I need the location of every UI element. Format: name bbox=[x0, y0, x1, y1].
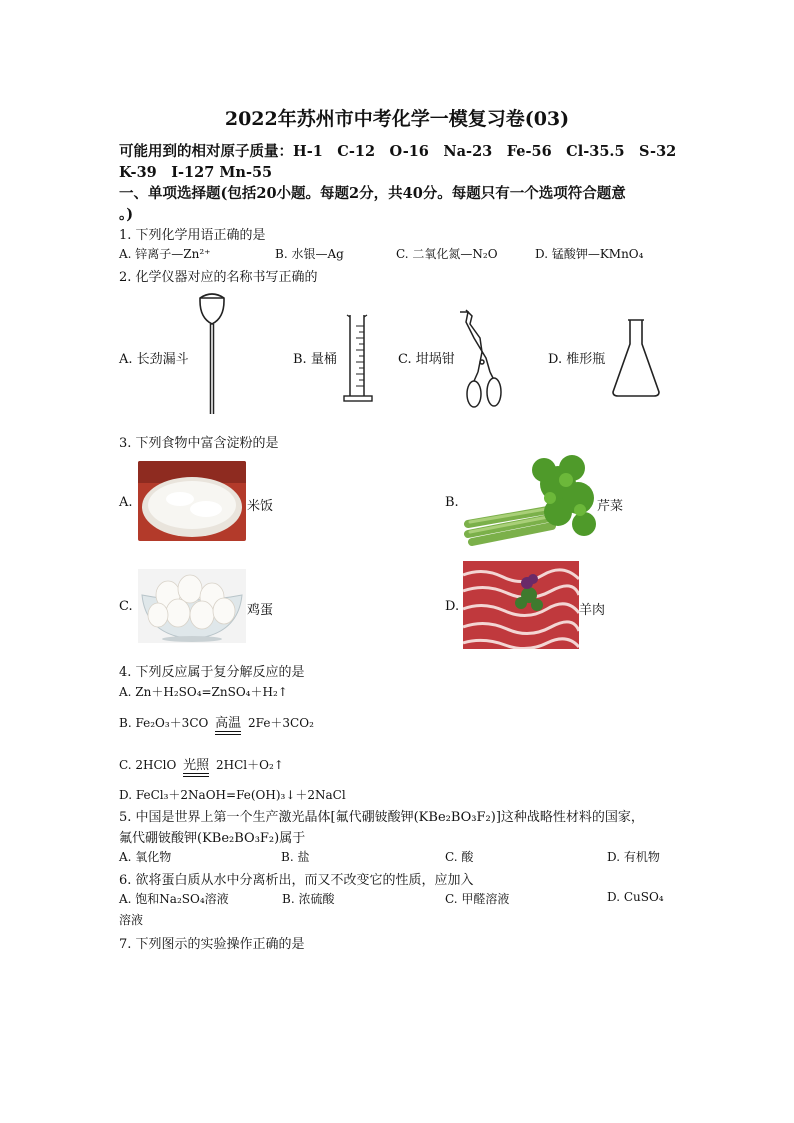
q4-option-c-left: C. 2HClO bbox=[119, 758, 177, 772]
q3-option-b-letter: B. bbox=[445, 495, 459, 510]
q6-option-d-continued: 溶液 bbox=[119, 913, 144, 927]
q3-option-c-text: 鸡蛋 bbox=[247, 603, 274, 618]
q3-option-c-letter: C. bbox=[119, 599, 133, 614]
q4-option-d: D. FeCl₃＋2NaOH=Fe(OH)₃↓＋2NaCl bbox=[119, 788, 346, 802]
q2-option-b: B. 量桶 bbox=[293, 352, 337, 367]
q2-option-a: A. 长劲漏斗 bbox=[119, 352, 189, 367]
mutton-image bbox=[463, 561, 579, 649]
q5-option-c: C. 酸 bbox=[445, 850, 474, 864]
rice-image bbox=[138, 461, 246, 541]
q3-stem: 3. 下列食物中富含淀粉的是 bbox=[119, 436, 279, 451]
q2-option-c: C. 坩埚钳 bbox=[398, 352, 455, 367]
q4-stem: 4. 下列反应属于复分解反应的是 bbox=[119, 665, 305, 680]
q1-option-a: A. 锌离子—Zn²⁺ bbox=[119, 247, 211, 261]
q1-option-d: D. 锰酸钾—KMnO₄ bbox=[535, 247, 644, 261]
long-neck-funnel-icon bbox=[194, 292, 230, 418]
q4-option-a: A. Zn＋H₂SO₄=ZnSO₄＋H₂↑ bbox=[119, 685, 288, 699]
q5-option-a: A. 氧化物 bbox=[119, 850, 172, 864]
celery-image bbox=[462, 454, 598, 550]
q4-option-b-left: B. Fe₂O₃＋3CO bbox=[119, 716, 209, 730]
q2-stem: 2. 化学仪器对应的名称书写正确的 bbox=[119, 270, 318, 285]
q6-option-a: A. 饱和Na₂SO₄溶液 bbox=[119, 892, 229, 906]
q5-stem-line1: 5. 中国是世界上第一个生产激光晶体[氟代硼铍酸钾(KBe₂BO₃F₂)]这种战略性材料的国家， bbox=[119, 810, 644, 825]
q4-option-c-right: 2HCl＋O₂↑ bbox=[216, 758, 284, 772]
q4-option-b-condition: 高温 bbox=[214, 712, 242, 735]
q3-option-a-letter: A. bbox=[119, 495, 133, 510]
q3-option-d-text: 羊肉 bbox=[579, 603, 606, 618]
section-heading-line1: 一、单项选择题(包括20小题。每题2分，共40分。每题只有一个选项符合题意 bbox=[119, 185, 626, 202]
graduated-cylinder-icon bbox=[342, 312, 374, 404]
q1-option-c: C. 二氧化氮—N₂O bbox=[396, 247, 498, 261]
q1-option-b: B. 水银—Ag bbox=[275, 247, 344, 261]
q6-stem: 6. 欲将蛋白质从水中分离析出，而又不改变它的性质，应加入 bbox=[119, 873, 474, 888]
section-heading-line2: 。) bbox=[119, 206, 134, 223]
q3-option-a-text: 米饭 bbox=[247, 499, 274, 514]
q6-option-c: C. 甲醛溶液 bbox=[445, 892, 510, 906]
page-title: 2022年苏州市中考化学一模复习卷(03) bbox=[224, 108, 570, 130]
q7-stem: 7. 下列图示的实验操作正确的是 bbox=[119, 937, 305, 952]
q5-option-d: D. 有机物 bbox=[607, 850, 660, 864]
atomic-masses-line2: K-39 I-127 Mn-55 bbox=[119, 164, 273, 181]
q1-stem: 1. 下列化学用语正确的是 bbox=[119, 228, 266, 243]
crucible-tongs-icon bbox=[456, 308, 504, 412]
q4-option-b bbox=[119, 712, 314, 735]
q4-option-b-right: 2Fe＋3CO₂ bbox=[248, 716, 314, 730]
q5-stem-line2: 氟代硼铍酸钾(KBe₂BO₃F₂)属于 bbox=[119, 831, 306, 846]
eggs-image bbox=[138, 569, 246, 643]
q3-option-d-letter: D. bbox=[445, 599, 460, 614]
q3-option-b-text: 芹菜 bbox=[597, 499, 624, 514]
q6-option-b: B. 浓硫酸 bbox=[282, 892, 335, 906]
q4-option-c bbox=[119, 754, 284, 777]
atomic-masses-line1: 可能用到的相对原子质量：H-1 C-12 O-16 Na-23 Fe-56 Cl-35.5 S-32 bbox=[119, 143, 677, 160]
q2-option-d: D. 椎形瓶 bbox=[548, 352, 606, 367]
conical-flask-icon bbox=[610, 318, 662, 398]
q6-option-d: D. CuSO₄ bbox=[607, 890, 664, 904]
q4-option-c-condition: 光照 bbox=[182, 754, 210, 777]
q5-option-b: B. 盐 bbox=[281, 850, 310, 864]
